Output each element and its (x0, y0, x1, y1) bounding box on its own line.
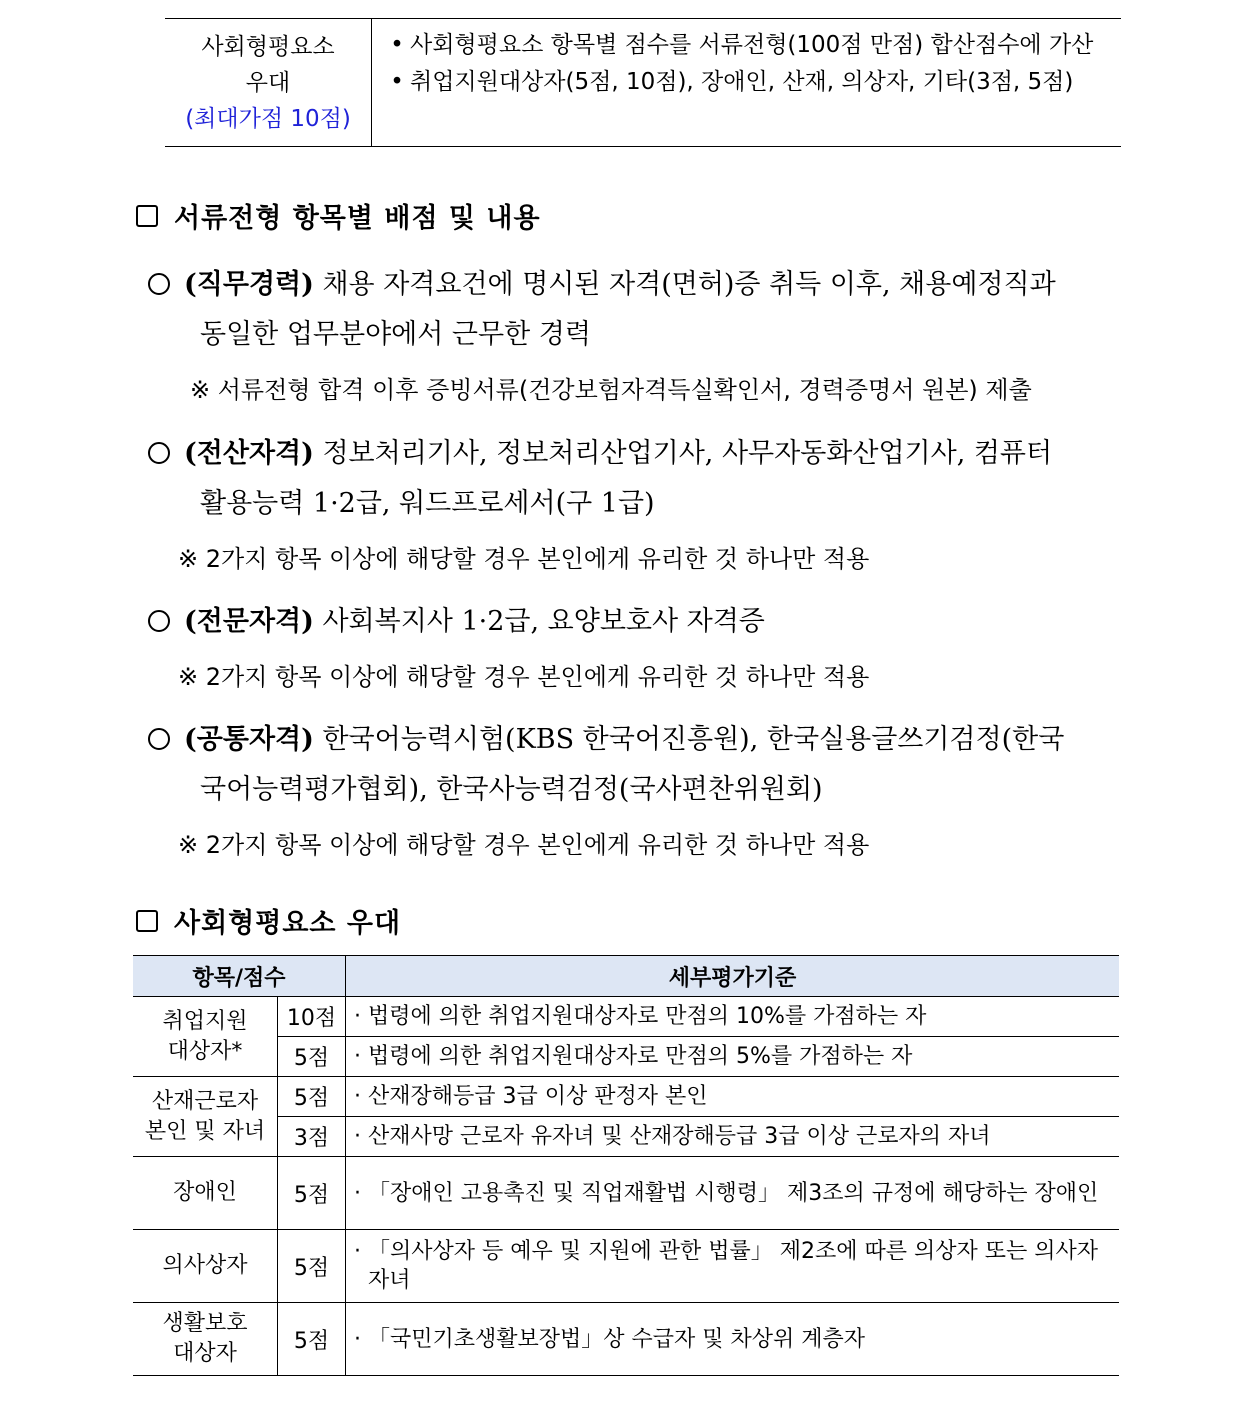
category-cell: 취업지원 대상자* (133, 997, 278, 1077)
item-text-line-2: 국어능력평가협회), 한국사능력검정(국사편찬위원회) (200, 774, 823, 805)
item-label: (직무경력) (184, 269, 314, 300)
category-max-points: (최대가점 10점) (185, 105, 351, 132)
bullet-icon: • (390, 69, 404, 95)
item-label: (공통자격) (184, 724, 314, 755)
table-row (133, 997, 1119, 1037)
bullet-icon: · (354, 1004, 361, 1029)
item-note: ※ 2가지 항목 이상에 해당할 경우 본인에게 유리한 것 하나만 적용 (178, 545, 870, 573)
item-note: ※ 서류전형 합격 이후 증빙서류(건강보험자격득실확인서, 경력증명서 원본) 제출 (190, 376, 1032, 404)
item-job-experience (148, 260, 1123, 360)
section-heading-social-equity (136, 901, 401, 940)
bullet-text: 사회형평요소 항목별 점수를 서류전형(100점 만점) 합산점수에 가산 (410, 32, 1094, 58)
item-text-line-2: 활용능력 1·2급, 워드프로세서(구 1급) (200, 488, 655, 519)
social-equity-table (133, 955, 1119, 1376)
table-row (133, 1157, 1119, 1230)
bullet-icon: · (354, 1044, 361, 1069)
table-row (133, 1117, 1119, 1157)
header-item-points: 항목/점수 (133, 956, 346, 997)
points-cell: 10점 (278, 997, 346, 1037)
table-row (133, 1037, 1119, 1077)
points-cell: 5점 (278, 1157, 346, 1230)
bullet-icon: · (354, 1124, 361, 1149)
item-text-line-1: 한국어능력시험(KBS 한국어진흥원), 한국실용글쓰기검정(한국 (313, 724, 1065, 755)
section-heading-document-screening (136, 196, 541, 235)
bullet-icon: · (354, 1180, 361, 1206)
bullet-icon: · (354, 1239, 361, 1264)
item-text-line-1: 사회복지사 1·2급, 요양보호사 자격증 (313, 606, 765, 637)
circle-bullet-icon (148, 442, 170, 464)
section-title: 사회형평요소 우대 (174, 908, 402, 939)
criteria-cell: · 「장애인 고용촉진 및 직업재활법 시행령」 제3조의 규정에 해당하는 장애인 (346, 1157, 1120, 1230)
bullet-text: 취업지원대상자(5점, 10점), 장애인, 산재, 의상자, 기타(3점, 5점) (410, 69, 1074, 95)
table-row (133, 1303, 1119, 1376)
category-cell: 생활보호 대상자 (133, 1303, 278, 1376)
square-bullet-icon (136, 205, 158, 227)
header-criteria: 세부평가기준 (346, 956, 1120, 997)
circle-bullet-icon (148, 273, 170, 295)
top-table-category (165, 19, 372, 146)
criteria-cell: · 산재장해등급 3급 이상 판정자 본인 (346, 1077, 1120, 1117)
category-line-2: 우대 (245, 69, 291, 96)
item-computer-certificate (148, 429, 1123, 529)
points-cell: 5점 (278, 1077, 346, 1117)
circle-bullet-icon (148, 728, 170, 750)
item-note: ※ 2가지 항목 이상에 해당할 경우 본인에게 유리한 것 하나만 적용 (178, 663, 870, 691)
item-note: ※ 2가지 항목 이상에 해당할 경우 본인에게 유리한 것 하나만 적용 (178, 831, 870, 859)
item-label: (전산자격) (184, 438, 314, 469)
item-text-line-2: 동일한 업무분야에서 근무한 경력 (200, 319, 591, 350)
item-professional-certificate (148, 597, 1123, 647)
description-bullet (384, 64, 1111, 101)
item-text-line-1: 정보처리기사, 정보처리산업기사, 사무자동화산업기사, 컴퓨터 (313, 438, 1053, 469)
criteria-cell: · 「국민기초생활보장법」상 수급자 및 차상위 계층자 (346, 1303, 1120, 1376)
description-bullet (384, 27, 1111, 64)
points-cell: 3점 (278, 1117, 346, 1157)
bullet-icon: · (354, 1084, 361, 1109)
bullet-icon: • (390, 32, 404, 58)
points-cell: 5점 (278, 1037, 346, 1077)
criteria-cell: · 「의사상자 등 예우 및 지원에 관한 법률」 제2조에 따른 의상자 또는 의사자 자녀 (346, 1230, 1120, 1303)
top-table (165, 18, 1121, 147)
item-text-line-1: 채용 자격요건에 명시된 자격(면허)증 취득 이후, 채용예정직과 (313, 269, 1056, 300)
criteria-cell: · 법령에 의한 취업지원대상자로 만점의 5%를 가점하는 자 (346, 1037, 1120, 1077)
table-header-row (133, 956, 1119, 997)
section-title: 서류전형 항목별 배점 및 내용 (174, 203, 541, 234)
top-table-description (372, 19, 1121, 146)
item-common-certificate (148, 715, 1123, 815)
criteria-cell: · 산재사망 근로자 유자녀 및 산재장해등급 3급 이상 근로자의 자녀 (346, 1117, 1120, 1157)
criteria-cell: · 법령에 의한 취업지원대상자로 만점의 10%를 가점하는 자 (346, 997, 1120, 1037)
category-cell: 장애인 (133, 1157, 278, 1230)
item-label: (전문자격) (184, 606, 314, 637)
category-line-1: 사회형평요소 (201, 33, 335, 60)
table-row (133, 1230, 1119, 1303)
square-bullet-icon (136, 910, 158, 932)
category-cell: 의사상자 (133, 1230, 278, 1303)
points-cell: 5점 (278, 1303, 346, 1376)
bullet-icon: · (354, 1326, 361, 1352)
circle-bullet-icon (148, 610, 170, 632)
table-row (133, 1077, 1119, 1117)
category-cell: 산재근로자 본인 및 자녀 (133, 1077, 278, 1157)
points-cell: 5점 (278, 1230, 346, 1303)
